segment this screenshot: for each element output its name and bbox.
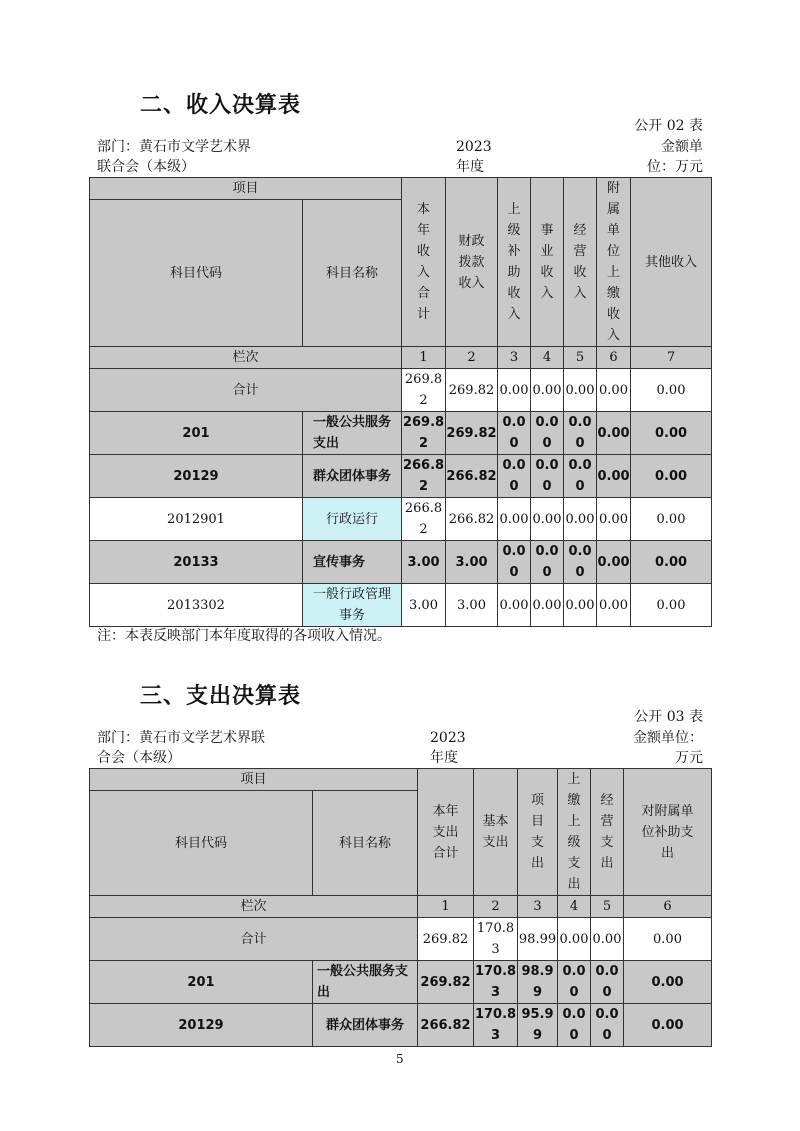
expense-seq: 1 <box>418 896 474 918</box>
expense-col-3: 项目支出 <box>518 769 558 896</box>
income-cell: 266.82 <box>446 455 498 498</box>
income-col-1: 本年收入合计 <box>402 178 446 347</box>
income-row-code: 20129 <box>90 455 303 498</box>
expense-cell: 98.99 <box>518 961 558 1004</box>
expense-col-5: 经营支出 <box>591 769 624 896</box>
income-row-name: 一般行政管理事务 <box>303 584 402 627</box>
income-cell: 0.00 <box>498 412 531 455</box>
income-cell: 0.00 <box>564 412 597 455</box>
income-cell: 269.82 <box>402 412 446 455</box>
income-cell: 0.00 <box>597 412 631 455</box>
income-note: 注：本表反映部门本年度取得的各项收入情况。 <box>97 628 391 644</box>
income-row <box>90 584 712 627</box>
income-dept-line2: 联合会（本级） <box>97 159 195 175</box>
income-row-name: 一般公共服务支出 <box>303 412 402 455</box>
income-col-6: 附属单位上缴收入 <box>597 178 631 347</box>
income-year-line1: 2023 <box>456 139 492 155</box>
expense-seq: 3 <box>518 896 558 918</box>
income-head-name: 科目名称 <box>303 200 402 347</box>
income-head-item: 项目 <box>90 178 402 200</box>
expense-cell: 0.00 <box>558 918 591 961</box>
expense-cell: 95.99 <box>518 1004 558 1047</box>
income-year-line2: 年度 <box>456 159 484 175</box>
expense-cell: 266.82 <box>418 1004 474 1047</box>
expense-year-line2: 年度 <box>430 750 458 766</box>
income-row-name: 宣传事务 <box>303 541 402 584</box>
income-seq: 2 <box>446 347 498 369</box>
expense-unit-line1: 金额单位： <box>633 730 703 746</box>
expense-cell: 170.83 <box>474 918 518 961</box>
expense-table-code: 公开 03 表 <box>634 709 703 725</box>
expense-year-line1: 2023 <box>430 730 466 746</box>
income-cell: 3.00 <box>402 584 446 627</box>
income-seq: 7 <box>631 347 712 369</box>
expense-head-code: 科目代码 <box>90 791 313 896</box>
income-cell: 0.00 <box>498 498 531 541</box>
income-table-code: 公开 02 表 <box>634 118 703 134</box>
income-cell: 0.00 <box>631 498 712 541</box>
income-cell: 0.00 <box>564 541 597 584</box>
income-row-code: 201 <box>90 412 303 455</box>
income-cell: 0.00 <box>564 369 597 412</box>
expense-dept-line2: 合会（本级） <box>97 750 181 766</box>
income-seq: 6 <box>597 347 631 369</box>
expense-col-6: 对附属单位补助支出 <box>624 769 712 896</box>
expense-row-name: 一般公共服务支出 <box>313 961 418 1004</box>
expense-row-code: 201 <box>90 961 313 1004</box>
expense-cell: 170.83 <box>474 1004 518 1047</box>
income-cell: 3.00 <box>402 541 446 584</box>
income-col-2: 财政拨款收入 <box>446 178 498 347</box>
income-cell: 0.00 <box>531 412 564 455</box>
expense-cell: 0.00 <box>558 961 591 1004</box>
income-cell: 0.00 <box>631 541 712 584</box>
expense-cell: 0.00 <box>624 1004 712 1047</box>
income-cell: 0.00 <box>531 584 564 627</box>
income-table <box>89 177 712 627</box>
expense-row-code: 20129 <box>90 1004 313 1047</box>
income-cell: 269.82 <box>402 369 446 412</box>
expense-cell: 0.00 <box>624 961 712 1004</box>
expense-dept-line1: 部门：黄石市文学艺术界联 <box>97 730 265 746</box>
income-total-row <box>90 369 712 412</box>
income-cell: 0.00 <box>498 541 531 584</box>
expense-seq: 2 <box>474 896 518 918</box>
income-row <box>90 498 712 541</box>
expense-head-item: 项目 <box>90 769 418 791</box>
income-seq-label: 栏次 <box>90 347 402 369</box>
income-cell: 0.00 <box>597 541 631 584</box>
income-row <box>90 455 712 498</box>
income-col-5: 经营收入 <box>564 178 597 347</box>
expense-cell: 0.00 <box>591 918 624 961</box>
income-cell: 269.82 <box>446 369 498 412</box>
expense-cell: 0.00 <box>558 1004 591 1047</box>
income-row-name: 行政运行 <box>303 498 402 541</box>
income-cell: 0.00 <box>564 498 597 541</box>
income-cell: 0.00 <box>531 498 564 541</box>
income-cell: 269.82 <box>446 412 498 455</box>
income-cell: 0.00 <box>631 412 712 455</box>
income-cell: 0.00 <box>564 455 597 498</box>
income-cell: 0.00 <box>498 369 531 412</box>
income-cell: 0.00 <box>631 369 712 412</box>
expense-seq: 5 <box>591 896 624 918</box>
expense-row-name: 群众团体事务 <box>313 1004 418 1047</box>
expense-head-name: 科目名称 <box>313 791 418 896</box>
expense-seq: 6 <box>624 896 712 918</box>
income-head-code: 科目代码 <box>90 200 303 347</box>
income-total-label: 合计 <box>90 369 402 412</box>
income-col-3: 上级补助收入 <box>498 178 531 347</box>
income-row <box>90 541 712 584</box>
income-cell: 3.00 <box>446 541 498 584</box>
income-cell: 3.00 <box>446 584 498 627</box>
income-row <box>90 412 712 455</box>
expense-cell: 98.99 <box>518 918 558 961</box>
income-title: 二、收入决算表 <box>140 93 302 118</box>
income-cell: 0.00 <box>531 541 564 584</box>
expense-cell: 0.00 <box>624 918 712 961</box>
income-cell: 266.82 <box>446 498 498 541</box>
income-unit-line2: 位：万元 <box>647 159 703 175</box>
income-cell: 0.00 <box>564 584 597 627</box>
expense-seq-label: 栏次 <box>90 896 418 918</box>
income-cell: 0.00 <box>597 498 631 541</box>
income-seq: 4 <box>531 347 564 369</box>
income-row-code: 2012901 <box>90 498 303 541</box>
expense-title: 三、支出决算表 <box>140 684 302 709</box>
expense-unit-line2: 万元 <box>675 750 703 766</box>
income-cell: 266.82 <box>402 498 446 541</box>
expense-cell: 170.83 <box>474 961 518 1004</box>
expense-total-label: 合计 <box>90 918 418 961</box>
income-seq: 5 <box>564 347 597 369</box>
expense-col-1: 本年支出合计 <box>418 769 474 896</box>
income-cell: 0.00 <box>531 369 564 412</box>
income-cell: 0.00 <box>631 455 712 498</box>
income-cell: 0.00 <box>498 455 531 498</box>
income-row-name: 群众团体事务 <box>303 455 402 498</box>
expense-seq: 4 <box>558 896 591 918</box>
income-cell: 0.00 <box>597 584 631 627</box>
income-col-4: 事业收入 <box>531 178 564 347</box>
income-seq: 3 <box>498 347 531 369</box>
expense-col-2: 基本支出 <box>474 769 518 896</box>
income-cell: 0.00 <box>597 455 631 498</box>
page-number: 5 <box>396 1052 404 1066</box>
expense-cell: 0.00 <box>591 961 624 1004</box>
expense-cell: 269.82 <box>418 918 474 961</box>
expense-row <box>90 1004 712 1047</box>
expense-col-4: 上缴上级支出 <box>558 769 591 896</box>
income-seq: 1 <box>402 347 446 369</box>
income-cell: 0.00 <box>531 455 564 498</box>
expense-cell: 0.00 <box>591 1004 624 1047</box>
expense-total-row <box>90 918 712 961</box>
expense-table <box>89 768 712 1047</box>
income-col-7: 其他收入 <box>631 178 712 347</box>
expense-cell: 269.82 <box>418 961 474 1004</box>
income-row-code: 20133 <box>90 541 303 584</box>
income-dept-line1: 部门：黄石市文学艺术界 <box>97 139 251 155</box>
income-unit-line1: 金额单 <box>661 139 703 155</box>
income-cell: 0.00 <box>597 369 631 412</box>
income-cell: 0.00 <box>631 584 712 627</box>
income-row-code: 2013302 <box>90 584 303 627</box>
income-cell: 0.00 <box>498 584 531 627</box>
income-cell: 266.82 <box>402 455 446 498</box>
expense-row <box>90 961 712 1004</box>
